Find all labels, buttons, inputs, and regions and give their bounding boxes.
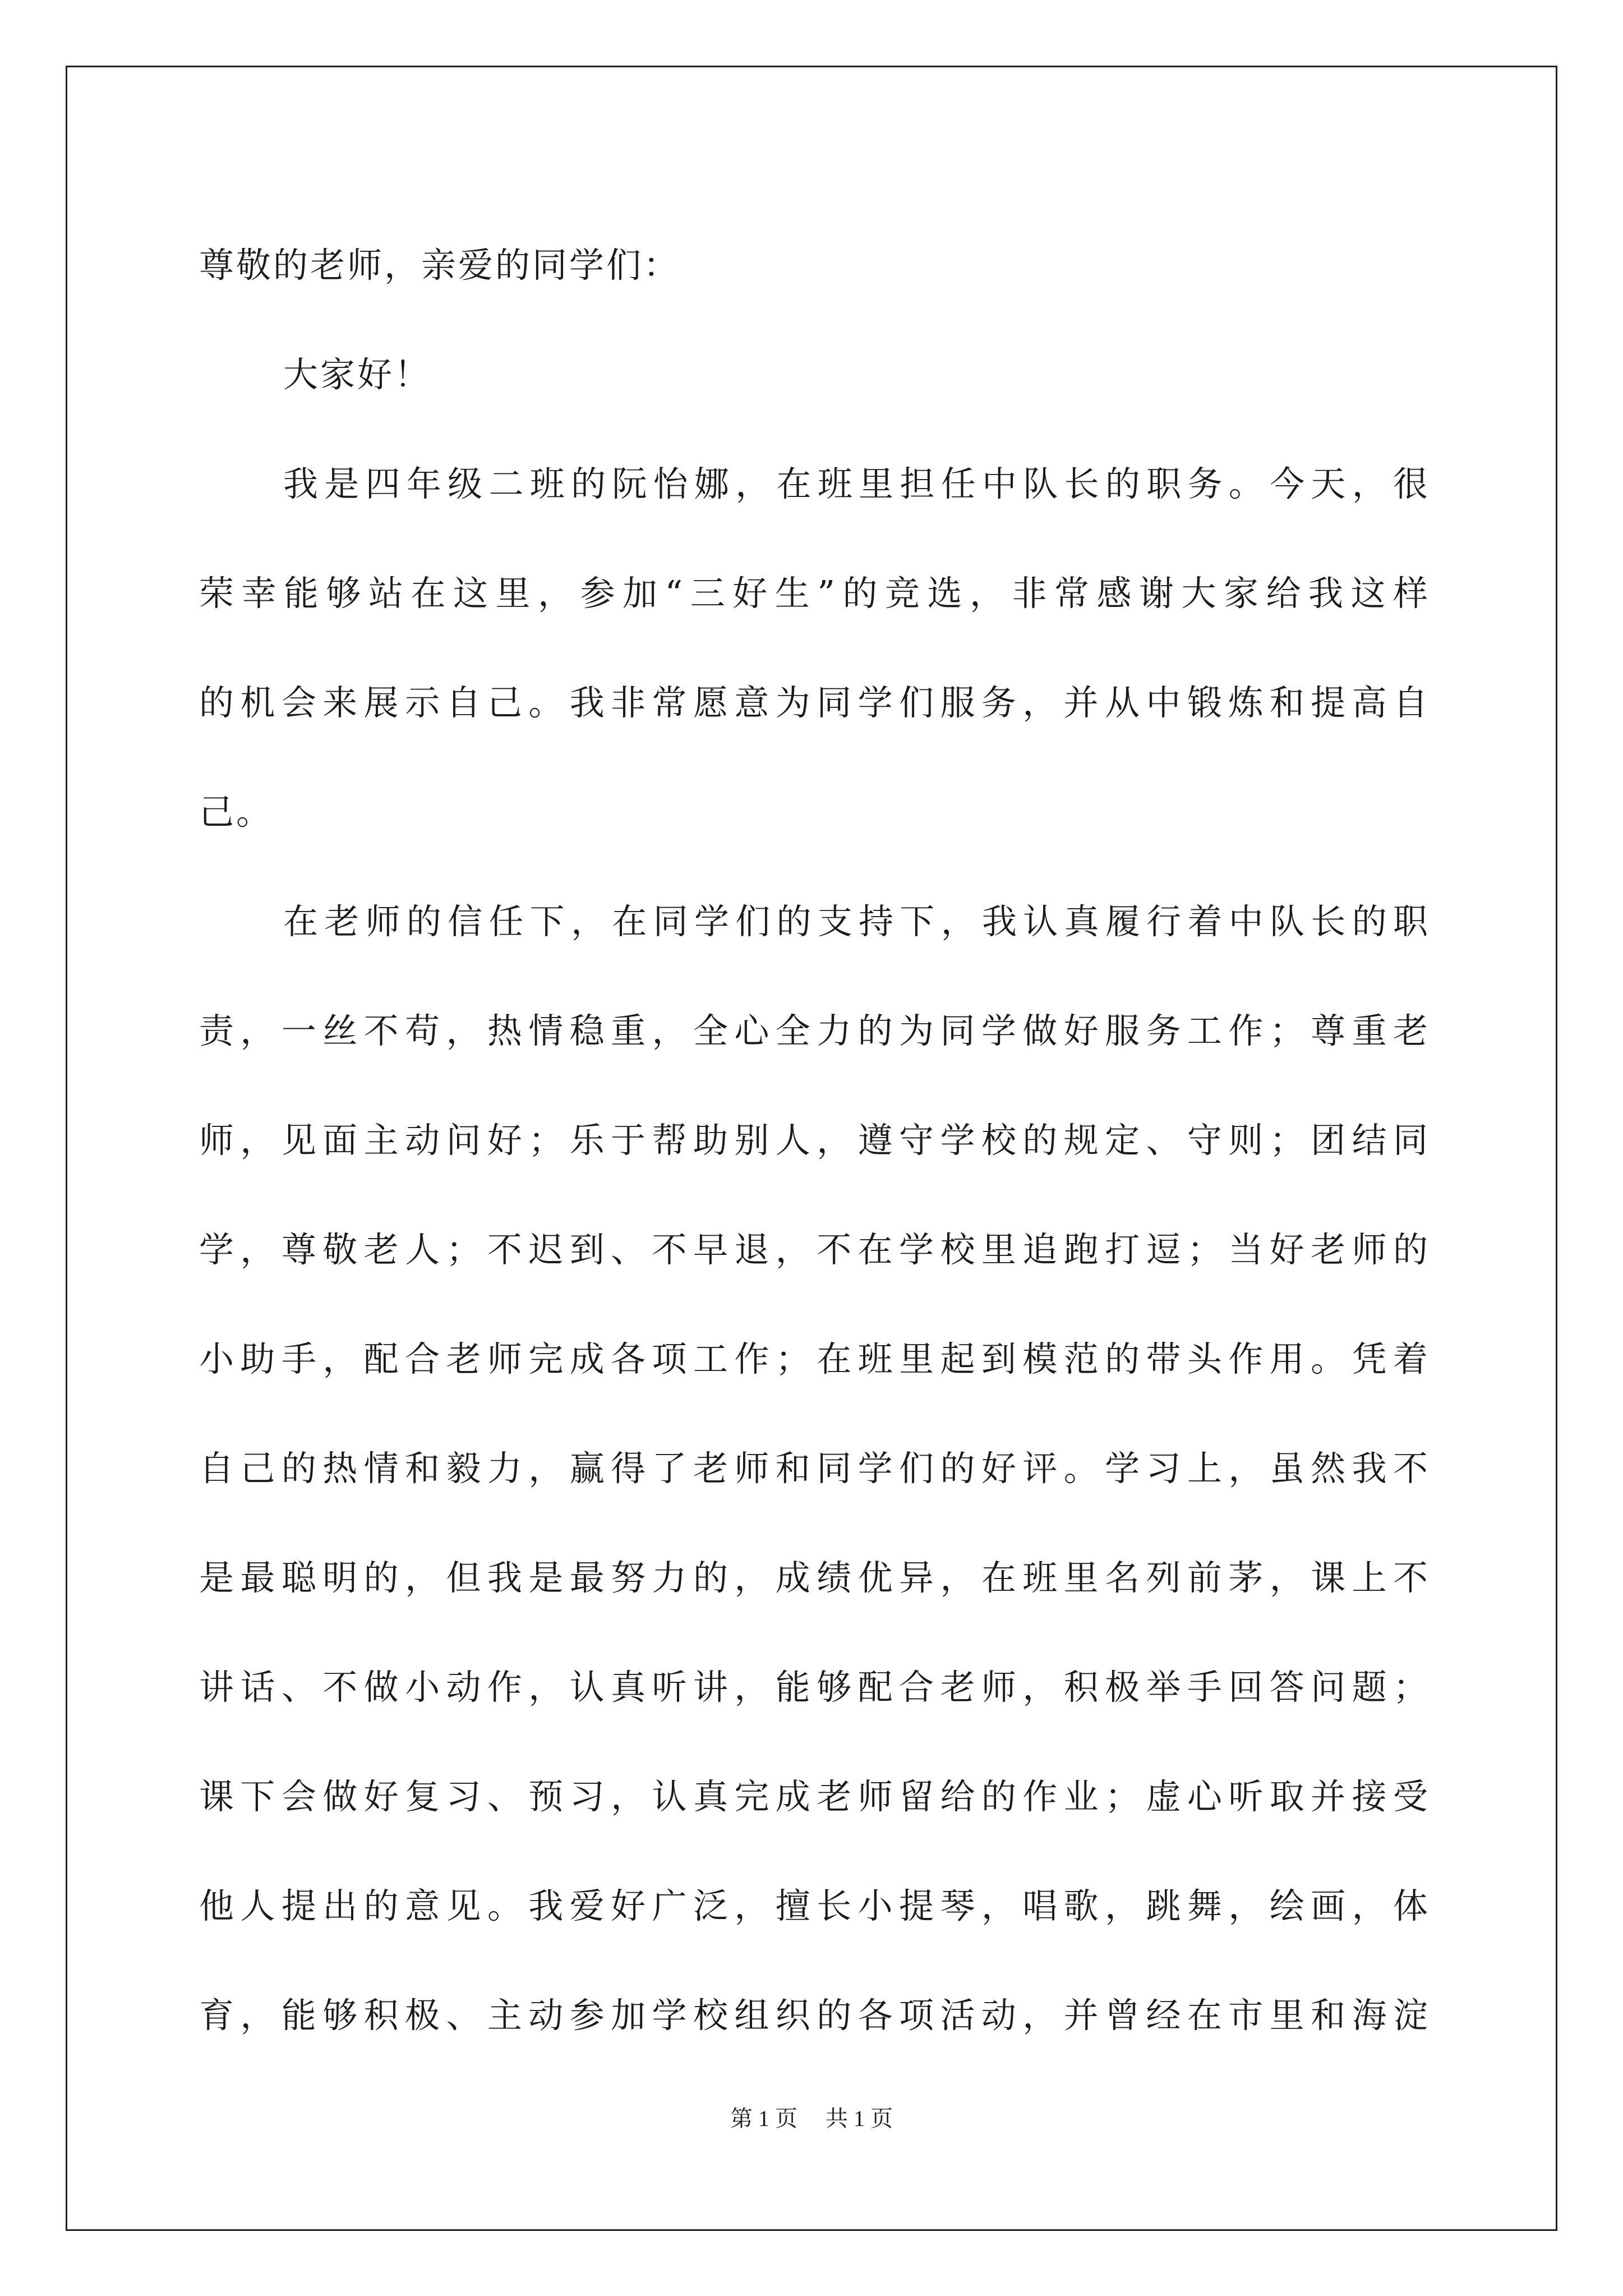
text-line: 小助手，配合老师完成各项工作；在班里起到模范的带头作用。凭着	[199, 1338, 1430, 1379]
text-line: 尊敬的老师，亲爱的同学们：	[199, 245, 681, 286]
text-line: 他人提出的意见。我爱好广泛，擅长小提琴，唱歌，跳舞，绘画，体	[199, 1885, 1430, 1926]
text-line: 课下会做好复习、预习，认真完成老师留给的作业；虚心听取并接受	[199, 1776, 1430, 1817]
text-line: 讲话、不做小动作，认真听讲，能够配合老师，积极举手回答问题；	[199, 1667, 1430, 1708]
page-number: 第 1 页	[730, 2106, 797, 2131]
text-line: 自己的热情和毅力，赢得了老师和同学们的好评。学习上，虽然我不	[199, 1448, 1430, 1489]
text-line: 荣幸能够站在这里，参加“三好生”的竞选，非常感谢大家给我这样	[199, 573, 1430, 614]
text-line: 在老师的信任下，在同学们的支持下，我认真履行着中队长的职	[283, 901, 1430, 942]
text-line: 学，尊敬老人；不迟到、不早退，不在学校里追跑打逗；当好老师的	[199, 1229, 1430, 1270]
document-body	[199, 210, 1430, 2070]
text-line: 责，一丝不苟，热情稳重，全心全力的为同学做好服务工作；尊重老	[199, 1010, 1430, 1051]
text-line: 师，见面主动问好；乐于帮助别人，遵守学校的规定、守则；团结同	[199, 1120, 1430, 1161]
text-line: 我是四年级二班的阮怡娜，在班里担任中队长的职务。今天，很	[283, 463, 1430, 504]
text-line: 育，能够积极、主动参加学校组织的各项活动，并曾经在市里和海淀	[199, 1995, 1430, 2036]
page-total: 共 1 页	[826, 2106, 893, 2131]
text-line: 大家好！	[283, 354, 432, 395]
text-line: 己。	[199, 792, 274, 832]
text-line: 是最聪明的，但我是最努力的，成绩优异，在班里名列前茅，课上不	[199, 1557, 1430, 1598]
page-footer	[0, 2101, 1623, 2133]
text-line: 的机会来展示自己。我非常愿意为同学们服务，并从中锻炼和提高自	[199, 682, 1430, 723]
